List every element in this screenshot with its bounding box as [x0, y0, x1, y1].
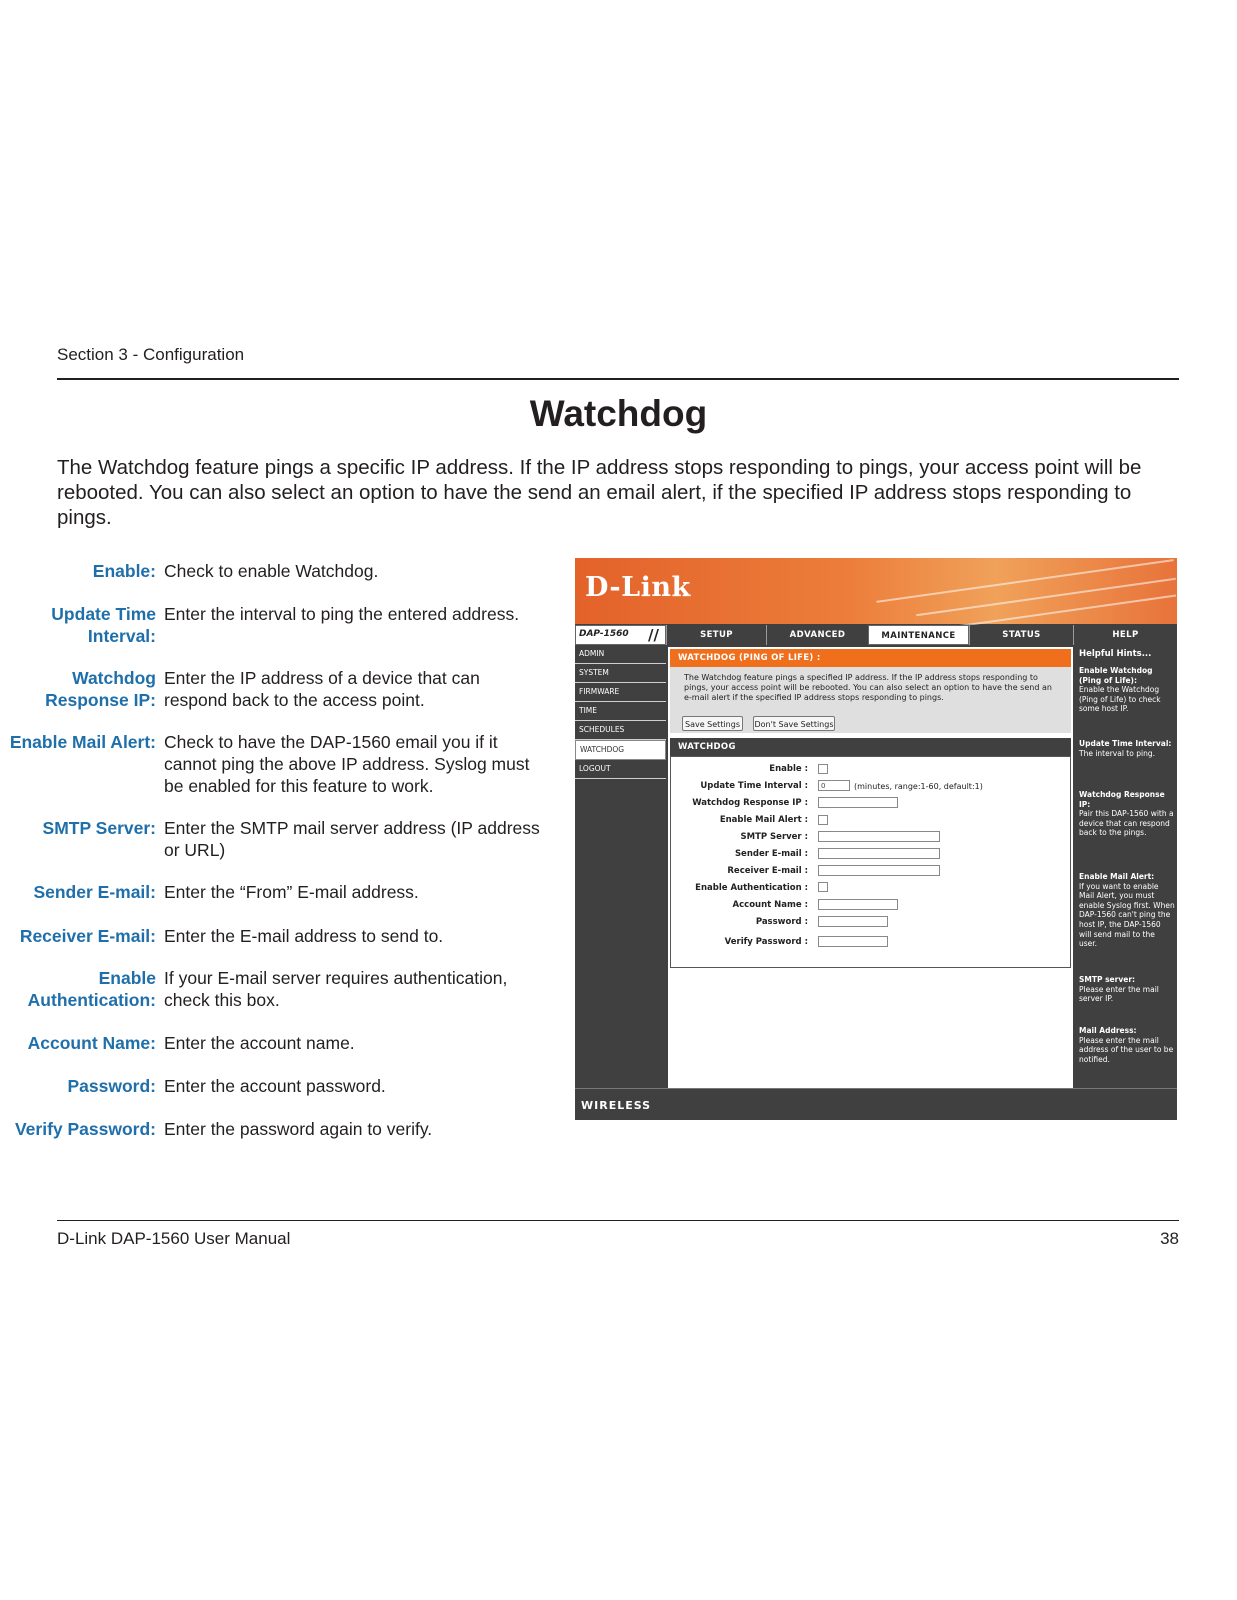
update-interval-input[interactable]: 0: [818, 780, 850, 791]
save-settings-button[interactable]: Save Settings: [682, 716, 743, 731]
page-number: 38: [1160, 1229, 1179, 1248]
hint-text: Please enter the mail server IP.: [1079, 984, 1159, 1004]
banner-stripe: [956, 595, 1176, 628]
response-ip-input[interactable]: [818, 797, 898, 808]
wireless-label: WIRELESS: [581, 1099, 652, 1112]
verify-password-label: Verify Password :: [724, 937, 808, 947]
nav-system[interactable]: SYSTEM: [575, 664, 666, 683]
router-ui-screenshot: [575, 558, 1177, 1120]
tab-advanced[interactable]: ADVANCED: [766, 625, 868, 645]
nav-time[interactable]: TIME: [575, 702, 666, 721]
banner-stripe: [916, 578, 1176, 616]
tab-help[interactable]: HELP: [1073, 625, 1177, 645]
smtp-label: SMTP Server :: [740, 832, 808, 842]
section-label: Section 3 - Configuration: [57, 345, 245, 364]
def-desc: Enter the account name.: [164, 1033, 355, 1053]
def-term: Enable Mail Alert:: [9, 732, 156, 752]
def-term: Password:: [67, 1076, 156, 1096]
def-desc: Enter the SMTP mail server address (IP address or URL): [164, 818, 540, 860]
hint-text: If you want to enable Mail Alert, you must enable Syslog first. When DAP-1560 can't ping the host IP, the DAP-1560 will send mail to the user.: [1079, 881, 1175, 949]
help-title: Helpful Hints...: [1079, 649, 1152, 659]
hint-title: Mail Address:: [1079, 1026, 1137, 1035]
def-desc: If your E-mail server requires authentication, check this box.: [164, 968, 508, 1010]
bottom-divider: [57, 1220, 1179, 1221]
watchdog-form: [670, 756, 1071, 968]
tab-setup[interactable]: SETUP: [666, 625, 766, 645]
hint-response-ip: [1079, 790, 1175, 838]
wireless-footer: [575, 1088, 1177, 1120]
mail-alert-checkbox[interactable]: [818, 815, 828, 825]
brand-banner: [575, 558, 1177, 624]
def-desc: Enter the “From” E-mail address.: [164, 882, 419, 902]
hint-text: Enable the Watchdog (Ping of Life) to check some host IP.: [1079, 685, 1161, 714]
top-tabs: [575, 625, 1177, 645]
hint-text: Please enter the mail address of the user to be notified.: [1079, 1035, 1174, 1064]
def-term: Account Name:: [27, 1033, 156, 1053]
hint-title: SMTP server:: [1079, 975, 1136, 984]
nav-watchdog[interactable]: WATCHDOG: [575, 740, 666, 760]
def-term: Watchdog Response IP:: [45, 668, 156, 710]
nav-firmware[interactable]: FIRMWARE: [575, 683, 666, 702]
hint-update-interval: [1079, 739, 1175, 758]
panel-body: [670, 667, 1071, 733]
def-term: Update Time Interval:: [51, 604, 156, 646]
hint-text: Pair this DAP-1560 with a device that can respond back to the pings.: [1079, 809, 1174, 838]
hint-smtp: [1079, 975, 1175, 1004]
enable-checkbox[interactable]: [818, 764, 828, 774]
def-term: Verify Password:: [14, 1119, 156, 1139]
dont-save-settings-button[interactable]: Don't Save Settings: [753, 716, 835, 731]
def-desc: Enter the IP address of a device that can respond back to the access point.: [164, 668, 480, 710]
update-interval-hint: (minutes, range:1-60, default:1): [854, 782, 983, 791]
enable-label: Enable :: [769, 764, 808, 774]
def-desc: Enter the password again to verify.: [164, 1119, 433, 1139]
hint-title: Watchdog Response IP:: [1079, 790, 1165, 809]
hint-mail-address: [1079, 1026, 1175, 1064]
receiver-email-label: Receiver E-mail :: [727, 866, 808, 876]
auth-label: Enable Authentication :: [695, 883, 808, 893]
tab-status[interactable]: STATUS: [969, 625, 1073, 645]
hint-title: Enable Mail Alert:: [1079, 872, 1155, 881]
def-desc: Enter the E-mail address to send to.: [164, 926, 444, 946]
def-term: Sender E-mail:: [33, 882, 156, 902]
hint-enable-watchdog: [1079, 666, 1175, 714]
dlink-logo: D-Link: [585, 572, 691, 603]
intro-paragraph: The Watchdog feature pings a specific IP address. If the IP address stops responding to pings, your access point will be rebooted. You can also select an option to have the send an email alert, if the specified IP address stops responding to pings.: [57, 456, 1142, 529]
mail-alert-label: Enable Mail Alert :: [719, 815, 808, 825]
panel-title: WATCHDOG (PING OF LIFE) :: [670, 649, 1071, 667]
help-panel: [1075, 645, 1177, 1088]
sender-email-input[interactable]: [818, 848, 940, 859]
def-term: Receiver E-mail:: [19, 926, 156, 946]
nav-logout[interactable]: LOGOUT: [575, 760, 666, 779]
def-desc: Check to have the DAP-1560 email you if it cannot ping the above IP address. Syslog must be enabled for this feature to work.: [164, 732, 530, 796]
hint-text: The interval to ping.: [1079, 748, 1155, 758]
hint-mail-alert: [1079, 872, 1175, 949]
tab-maintenance[interactable]: MAINTENANCE: [868, 625, 969, 645]
model-name: DAP-1560: [579, 629, 629, 639]
auth-checkbox[interactable]: [818, 882, 828, 892]
smtp-input[interactable]: [818, 831, 940, 842]
verify-password-input[interactable]: [818, 936, 888, 947]
def-term: Enable:: [92, 561, 156, 581]
hint-title: Enable Watchdog (Ping of Life):: [1079, 666, 1153, 685]
def-desc: Check to enable Watchdog.: [164, 561, 379, 581]
model-label: [575, 625, 666, 645]
password-input[interactable]: [818, 916, 888, 927]
slash-decoration: //: [648, 626, 659, 644]
watchdog-section-title: WATCHDOG: [670, 738, 1071, 756]
nav-schedules[interactable]: SCHEDULES: [575, 721, 666, 740]
receiver-email-input[interactable]: [818, 865, 940, 876]
main-content: [668, 647, 1073, 1088]
response-ip-label: Watchdog Response IP :: [692, 798, 808, 808]
left-nav: [575, 645, 666, 1088]
update-interval-label: Update Time Interval :: [700, 781, 808, 791]
password-label: Password :: [755, 917, 808, 927]
sender-email-label: Sender E-mail :: [734, 849, 808, 859]
account-label: Account Name :: [732, 900, 808, 910]
def-desc: Enter the interval to ping the entered address.: [164, 604, 520, 624]
page-title: Watchdog: [529, 393, 708, 434]
top-divider: [57, 378, 1179, 380]
nav-admin[interactable]: ADMIN: [575, 645, 666, 664]
def-desc: Enter the account password.: [164, 1076, 386, 1096]
account-input[interactable]: [818, 899, 898, 910]
banner-stripe: [876, 559, 1173, 603]
hint-title: Update Time Interval:: [1079, 739, 1172, 748]
def-term: SMTP Server:: [42, 818, 156, 838]
panel-description: The Watchdog feature pings a specified IP address. If the IP address stops responding to pings, your access point will be rebooted. You can also select an option to have the send an e-mail alert if the specified IP address stops responding to pings.: [684, 673, 1052, 702]
manual-title: D-Link DAP-1560 User Manual: [57, 1229, 291, 1248]
def-term: Enable Authentication:: [27, 968, 156, 1010]
